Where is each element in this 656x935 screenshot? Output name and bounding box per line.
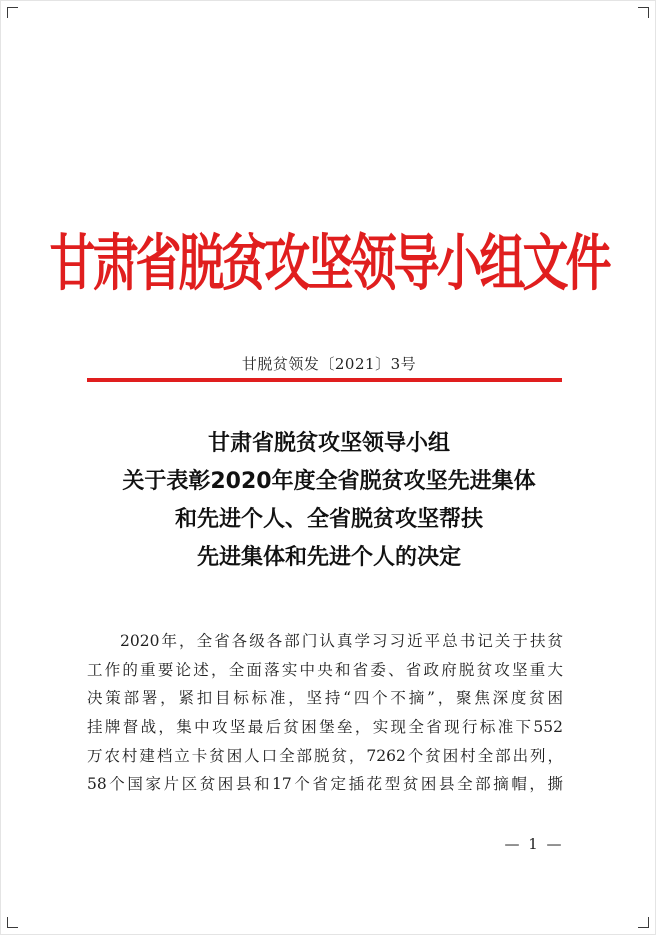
title-line: 关于表彰2020年度全省脱贫攻坚先进集体	[122, 469, 536, 494]
body-paragraph	[87, 627, 563, 799]
crop-mark-top-right	[638, 7, 649, 18]
crop-mark-bottom-left	[7, 917, 18, 928]
title-line: 先进集体和先进个人的决定	[196, 545, 461, 570]
page-number: — 1 —	[504, 835, 564, 853]
red-separator-rule	[87, 378, 562, 382]
title-line: 和先进个人、全省脱贫攻坚帮扶	[174, 507, 483, 532]
document-masthead: 甘肃省脱贫攻坚领导小组文件	[49, 227, 609, 299]
body-line: 挂牌督战，集中攻坚最后贫困堡垒，实现全省现行标准下552	[87, 718, 563, 737]
crop-mark-top-left	[7, 7, 18, 18]
body-line: 万农村建档立卡贫困人口全部脱贫，7262个贫困村全部出列，	[87, 746, 563, 765]
body-line: 58个国家片区贫困县和17个省定插花型贫困县全部摘帽，撕	[87, 775, 563, 794]
document-title	[1, 425, 656, 577]
body-line: 工作的重要论述，全面落实中央和省委、省政府脱贫攻坚重大	[87, 660, 563, 679]
title-line: 甘肃省脱贫攻坚领导小组	[207, 431, 450, 456]
document-number: 甘脱贫领发〔2021〕3号	[241, 355, 417, 373]
body-line: 2020年，全省各级各部门认真学习习近平总书记关于扶贫	[120, 632, 563, 650]
body-line: 决策部署，紧扣目标标准，坚持“四个不摘”，聚焦深度贫困	[87, 689, 563, 708]
crop-mark-bottom-right	[638, 917, 649, 928]
